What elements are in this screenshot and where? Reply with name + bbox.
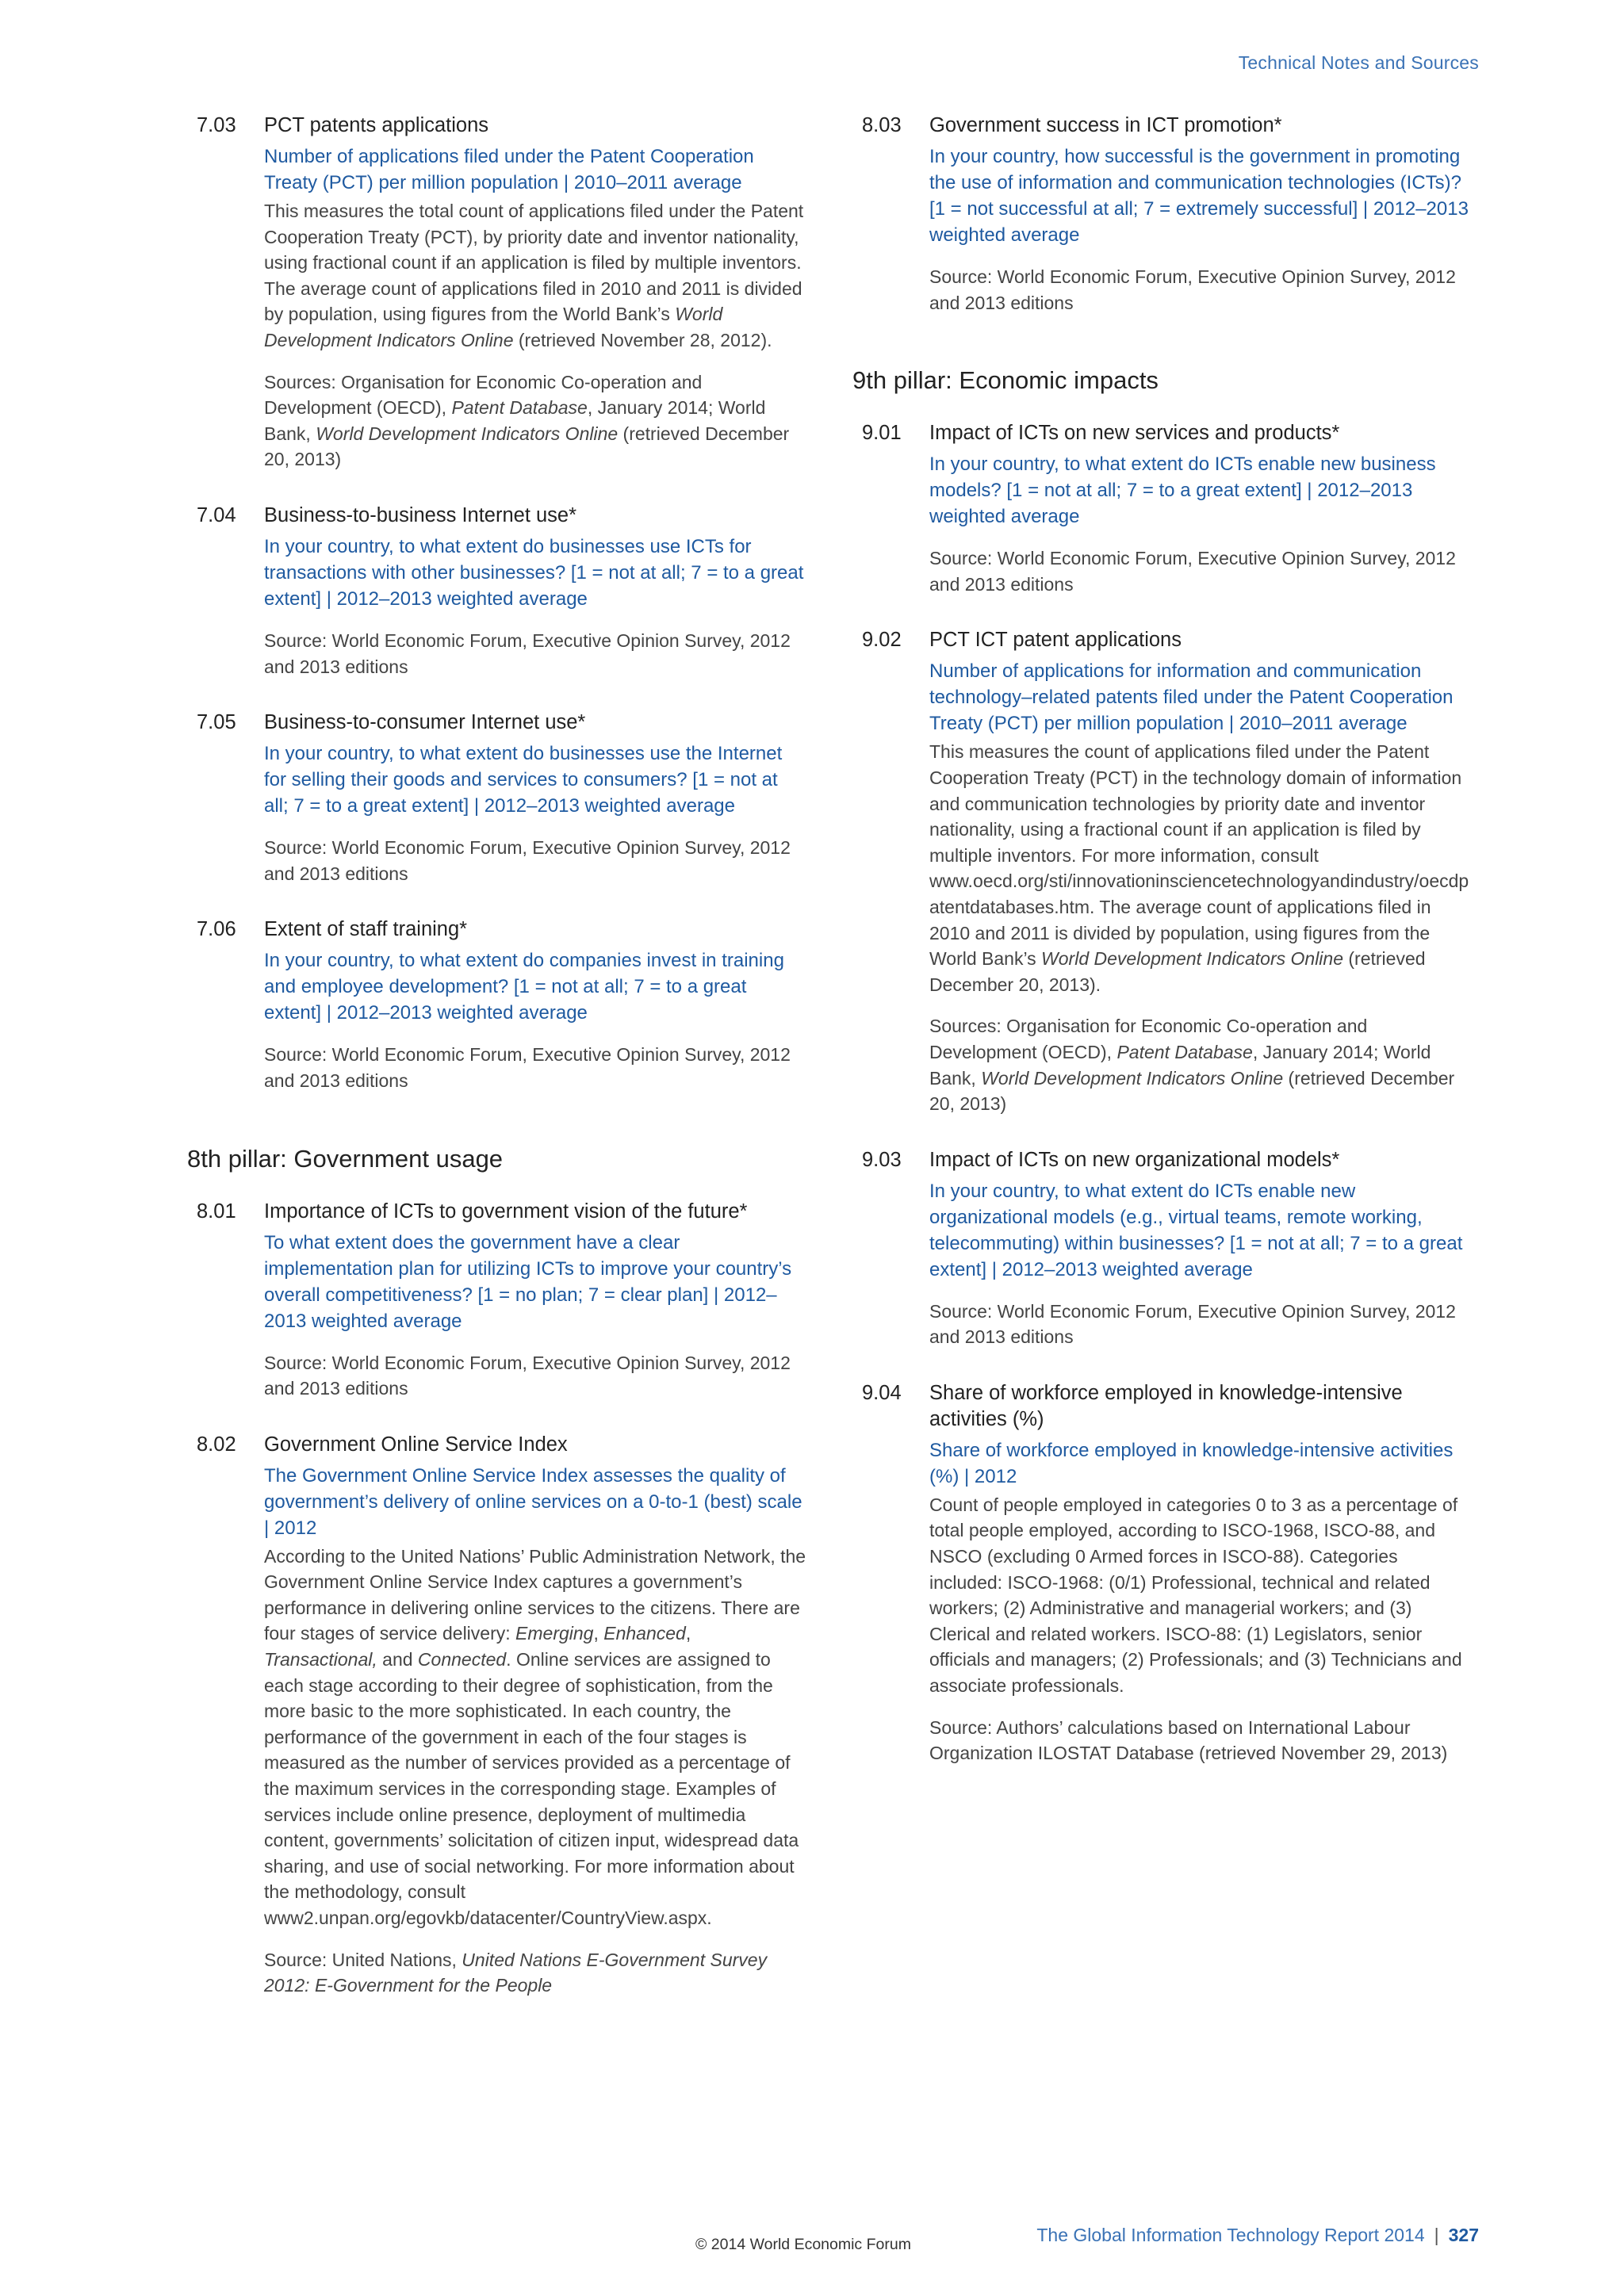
entry-number: 9.03	[862, 1148, 902, 1171]
entry-description: Number of applications for information and communication technology–related patents filed under the Patent Cooperation Treaty (PCT) per million population | 2010–2011 average	[929, 660, 1454, 735]
entry-number: 7.03	[197, 114, 236, 136]
entry-source: Source: World Economic Forum, Executive Opinion Survey, 2012 and 2013 editions	[929, 548, 1456, 595]
entry-description: Share of workforce employed in knowledge-intensive activities (%) | 2012	[929, 1439, 1454, 1487]
entry-title: PCT patents applications	[264, 114, 489, 136]
entry-body: This measures the count of applications filed under the Patent Cooperation Treaty (PCT) in the technology domain of information and communication technologies by priority date and inventor nationality, using a fractional count if an application is filed by multiple inventors. For more information, consult www.oecd.org/sti/innovationinsciencetechnologyandindustry/oecdpatentdatabases.htm. The average count of applications filed in 2010 and 2011 is divided by population, using figures from the World Bank’s World Development Indicators Online (retrieved December 20, 2013).	[929, 741, 1469, 995]
entry-7-06	[197, 916, 807, 1093]
entry-title: Extent of staff training*	[264, 918, 468, 941]
copyright: © 2014 World Economic Forum	[695, 2236, 911, 2253]
entry-9-03	[862, 1147, 1473, 1350]
entry-source: Source: World Economic Forum, Executive Opinion Survey, 2012 and 2013 editions	[929, 1300, 1456, 1348]
entry-title: Impact of ICTs on new services and products*	[929, 422, 1340, 445]
entry-title: Share of workforce employed in knowledge-intensive activities (%)	[929, 1381, 1403, 1430]
entry-source: Source: United Nations, United Nations E-Government Survey 2012: E-Government for the People	[264, 1949, 768, 1996]
entry-number: 8.03	[862, 114, 902, 136]
pillar-heading-8: 8th pillar: Government usage	[187, 1144, 504, 1173]
entry-description: In your country, to what extent do companies invest in training and employee development? [1 = not at all; 7 = to a great extent] | 2012–2013 weighted average	[264, 950, 784, 1024]
running-head: Technical Notes and Sources	[1238, 52, 1479, 73]
page-number: 327	[1448, 2225, 1479, 2245]
entry-number: 9.01	[862, 422, 902, 445]
entry-number: 9.02	[862, 629, 902, 652]
entry-source: Source: World Economic Forum, Executive Opinion Survey, 2012 and 2013 editions	[264, 1352, 791, 1399]
entry-title: Government success in ICT promotion*	[929, 114, 1282, 136]
entry-description: In your country, to what extent do ICTs enable new organizational models (e.g., virtual teams, remote working, telecommuting) within businesses? [1 = not at all; 7 = to a great extent] | 2012–2013 weighted average	[929, 1180, 1463, 1280]
report-title: The Global Information Technology Report 2014	[1036, 2225, 1425, 2245]
entry-8-02	[197, 1432, 807, 1999]
right-column	[852, 113, 1473, 1797]
entry-description: In your country, to what extent do businesses use the Internet for selling their goods and services to consumers? [1 = not at all; 7 = to a great extent] | 2012–2013 weighted average	[264, 743, 783, 817]
entry-title: Importance of ICTs to government vision of the future*	[264, 1200, 748, 1223]
entry-description: In your country, to what extent do businesses use ICTs for transactions with other businesses? [1 = not at all; 7 = to a great extent] | 2012–2013 weighted average	[264, 535, 804, 610]
entry-body: This measures the total count of applications filed under the Patent Cooperation Treaty (PCT), by priority date and inventor nationality, using fractional count if an application is filed by multiple inventors. The average count of applications filed in 2010 and 2011 is divided by population, using figures from the World Bank’s World Development Indicators Online (retrieved November 28, 2012).	[264, 201, 804, 350]
entry-body: According to the United Nations’ Public Administration Network, the Government Online Service Index captures a government’s performance in delivering online services to the citizens. There are four stages of service delivery: Emerging, Enhanced, Transactional, and Connected. Online services are assigned to each stage according to their degree of sophistication, from the more basic to the more sophisticated. In each country, the performance of the government in each of the four stages is measured as the number of services provided as a percentage of the maximum services in the corresponding stage. Examples of services include online presence, deployment of multimedia content, governments’ solicitation of citizen input, widespread data sharing, and use of social networking. For more information about the methodology, consult www2.unpan.org/egovkb/datacenter/CountryView.aspx.	[264, 1545, 806, 1928]
entry-title: Business-to-business Internet use*	[264, 503, 577, 526]
entry-description: In your country, to what extent do ICTs enable new business models? [1 = not at all; 7 = to a great extent] | 2012–2013 weighted average	[929, 453, 1436, 528]
entry-9-02	[862, 627, 1473, 1116]
entry-8-03	[862, 113, 1473, 316]
entry-source: Sources: Organisation for Economic Co-operation and Development (OECD), Patent Database, January 2014; World Bank, World Development Indicators Online (retrieved December 20, 2013)	[264, 371, 790, 470]
entry-9-01	[862, 420, 1473, 597]
entry-number: 7.04	[197, 503, 236, 526]
entry-title: Business-to-consumer Internet use*	[264, 711, 586, 734]
entry-7-04	[197, 503, 807, 679]
entry-source: Sources: Organisation for Economic Co-operation and Development (OECD), Patent Database, January 2014; World Bank, World Development Indicators Online (retrieved December 20, 2013)	[929, 1016, 1455, 1115]
page-footer	[1036, 2225, 1479, 2246]
entry-number: 8.02	[197, 1433, 236, 1456]
entry-title: Impact of ICTs on new organizational models*	[929, 1148, 1340, 1171]
pillar-heading-9: 9th pillar: Economic impacts	[852, 366, 1159, 395]
entry-title: PCT ICT patent applications	[929, 629, 1182, 652]
entry-description: Number of applications filed under the Patent Cooperation Treaty (PCT) per million population | 2010–2011 average	[264, 146, 754, 193]
entry-description: To what extent does the government have a clear implementation plan for utilizing ICTs to improve your country’s overall competitiveness? [1 = no plan; 7 = clear plan] | 2012–2013 weighted average	[264, 1231, 792, 1332]
left-column	[187, 113, 807, 2029]
entry-description: The Government Online Service Index assesses the quality of government’s delivery of online services on a 0-to-1 (best) scale | 2012	[264, 1464, 802, 1539]
entry-source: Source: World Economic Forum, Executive Opinion Survey, 2012 and 2013 editions	[264, 1044, 791, 1091]
entry-8-01	[197, 1199, 807, 1402]
entry-7-03	[197, 113, 807, 473]
entry-description: In your country, how successful is the government in promoting the use of information and communication technologies (ICTs)? [1 = not successful at all; 7 = extremely successful] | 2012–2013 weighted average	[929, 146, 1469, 246]
entry-source: Source: Authors’ calculations based on International Labour Organization ILOSTAT Database (retrieved November 29, 2013)	[929, 1716, 1448, 1764]
entry-9-04	[862, 1380, 1473, 1766]
footer-separator: |	[1434, 2225, 1439, 2245]
entry-title: Government Online Service Index	[264, 1433, 568, 1456]
entry-number: 9.04	[862, 1381, 902, 1404]
entry-source: Source: World Economic Forum, Executive Opinion Survey, 2012 and 2013 editions	[264, 629, 791, 677]
entry-number: 8.01	[197, 1200, 236, 1223]
entry-number: 7.06	[197, 918, 236, 941]
entry-source: Source: World Economic Forum, Executive Opinion Survey, 2012 and 2013 editions	[929, 266, 1456, 313]
entry-source: Source: World Economic Forum, Executive Opinion Survey, 2012 and 2013 editions	[264, 837, 791, 884]
entry-number: 7.05	[197, 711, 236, 734]
entry-body: Count of people employed in categories 0 to 3 as a percentage of total people employed, according to ISCO-1968, ISCO-88, and NSCO (excluding 0 Armed forces in ISCO-88). Categories included: ISCO-1968: (0/1) Professional, technical and related workers; (2) Administrative and managerial workers; and (3) Clerical and related workers. ISCO-88: (1) Legislators, senior officials and managers; (2) Professionals; and (3) Technicians and associate professionals.	[929, 1494, 1462, 1697]
entry-7-05	[197, 710, 807, 886]
